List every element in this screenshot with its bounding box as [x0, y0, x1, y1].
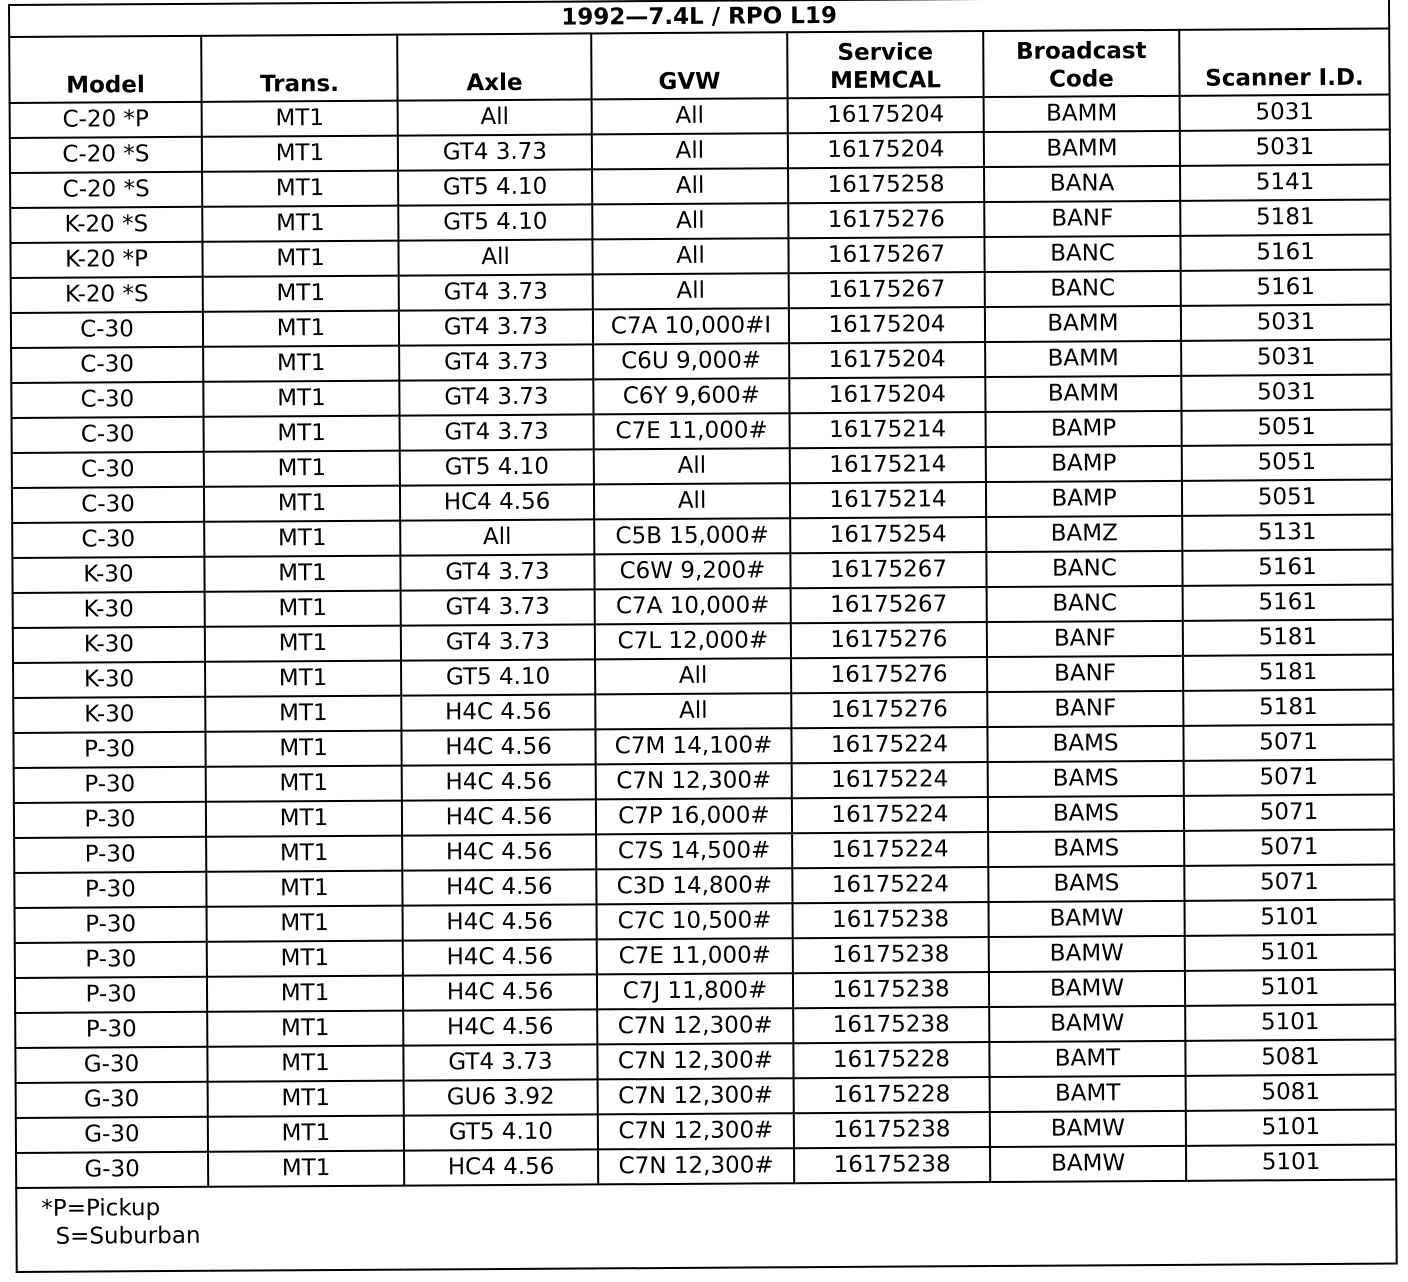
cell-gvw: All [593, 273, 789, 309]
cell-axle: GT4 3.73 [399, 309, 593, 345]
cell-trans: MT1 [208, 1081, 404, 1117]
cell-scanner-id: 5051 [1182, 410, 1392, 446]
cell-scanner-id: 5031 [1180, 95, 1390, 131]
cell-trans: MT1 [206, 766, 402, 802]
footnote-pickup: *P=Pickup [41, 1195, 161, 1222]
cell-memcal: 16175224 [792, 832, 988, 868]
cell-memcal: 16175276 [791, 692, 987, 728]
cell-memcal: 16175224 [791, 727, 987, 763]
cell-memcal: 16175238 [793, 902, 989, 938]
cell-axle: H4C 4.56 [402, 799, 596, 835]
header-row [9, 29, 1389, 103]
cell-scanner-id: 5101 [1185, 1005, 1395, 1041]
cell-model: G-30 [15, 1047, 207, 1083]
cell-trans: MT1 [204, 486, 400, 522]
cell-broadcast-code: BAMP [986, 481, 1182, 517]
cell-axle: All [398, 239, 592, 275]
cell-model: P-30 [14, 872, 206, 908]
cell-memcal: 16175214 [790, 482, 986, 518]
cell-memcal: 16175204 [788, 132, 984, 168]
cell-scanner-id: 5031 [1181, 375, 1391, 411]
cell-model: K-20 *P [10, 242, 202, 278]
cell-axle: H4C 4.56 [401, 729, 595, 765]
cell-model: C-20 *S [10, 137, 202, 173]
cell-gvw: C7N 12,300# [597, 1008, 793, 1044]
cell-model: C-30 [11, 312, 203, 348]
cell-axle: HC4 4.56 [400, 484, 594, 520]
cell-gvw: All [594, 448, 790, 484]
cell-scanner-id: 5101 [1185, 935, 1395, 971]
cell-broadcast-code: BAMM [985, 376, 1181, 412]
cell-broadcast-code: BAMW [990, 1146, 1186, 1182]
table-body [10, 95, 1397, 1188]
cell-gvw: C3D 14,800# [596, 868, 792, 904]
cell-memcal: 16175214 [790, 412, 986, 448]
cell-trans: MT1 [203, 276, 399, 312]
cell-gvw: C7C 10,500# [597, 903, 793, 939]
cell-memcal: 16175267 [791, 587, 987, 623]
cell-axle: H4C 4.56 [401, 694, 595, 730]
cell-axle: GT5 4.10 [400, 449, 594, 485]
cell-gvw: C7N 12,300# [598, 1078, 794, 1114]
header-broadcast-code: Broadcast Code [983, 30, 1179, 97]
cell-scanner-id: 5161 [1182, 550, 1392, 586]
cell-trans: MT1 [207, 1046, 403, 1082]
cell-gvw: All [594, 483, 790, 519]
cell-trans: MT1 [204, 451, 400, 487]
cell-memcal: 16175267 [789, 272, 985, 308]
cell-model: P-30 [14, 767, 206, 803]
cell-axle: GT4 3.73 [399, 344, 593, 380]
cell-axle: GT4 3.73 [403, 1044, 597, 1080]
cell-gvw: All [592, 133, 788, 169]
cell-axle: GT4 3.73 [400, 554, 594, 590]
cell-model: C-30 [12, 417, 204, 453]
cell-model: P-30 [14, 837, 206, 873]
cell-model: K-30 [13, 627, 205, 663]
table-title: 1992—7.4L / RPO L19 [9, 0, 1389, 37]
cell-model: P-30 [15, 942, 207, 978]
cell-trans: MT1 [205, 626, 401, 662]
cell-broadcast-code: BAMM [985, 306, 1181, 342]
cell-scanner-id: 5031 [1181, 305, 1391, 341]
cell-memcal: 16175204 [789, 342, 985, 378]
cell-axle: GT4 3.73 [400, 414, 594, 450]
cell-scanner-id: 5161 [1183, 585, 1393, 621]
cell-model: C-30 [12, 487, 204, 523]
cell-gvw: C6Y 9,600# [593, 378, 789, 414]
cell-scanner-id: 5031 [1181, 340, 1391, 376]
cell-gvw: C5B 15,000# [594, 518, 790, 554]
cell-model: P-30 [15, 907, 207, 943]
cell-memcal: 16175267 [790, 552, 986, 588]
cell-scanner-id: 5031 [1180, 130, 1390, 166]
cell-trans: MT1 [207, 906, 403, 942]
cell-scanner-id: 5101 [1186, 1110, 1396, 1146]
cell-broadcast-code: BAMS [988, 796, 1184, 832]
cell-axle: HC4 4.56 [404, 1149, 598, 1185]
cell-scanner-id: 5131 [1182, 515, 1392, 551]
cell-scanner-id: 5101 [1185, 970, 1395, 1006]
cell-trans: MT1 [205, 661, 401, 697]
cell-model: K-20 *S [10, 207, 202, 243]
cell-scanner-id: 5181 [1183, 655, 1393, 691]
cell-broadcast-code: BAMS [988, 866, 1184, 902]
calibration-table [8, 0, 1398, 1273]
cell-trans: MT1 [205, 731, 401, 767]
cell-gvw: All [592, 203, 788, 239]
cell-scanner-id: 5181 [1183, 620, 1393, 656]
cell-axle: H4C 4.56 [403, 1009, 597, 1045]
footnote-suburban: S=Suburban [55, 1222, 201, 1250]
cell-memcal: 16175276 [791, 622, 987, 658]
cell-axle: GT4 3.73 [401, 589, 595, 625]
cell-gvw: C7A 10,000# [595, 588, 791, 624]
cell-gvw: C7A 10,000#I [593, 308, 789, 344]
cell-memcal: 16175267 [788, 237, 984, 273]
cell-axle: H4C 4.56 [403, 904, 597, 940]
cell-trans: MT1 [205, 696, 401, 732]
cell-model: K-30 [13, 662, 205, 698]
cell-scanner-id: 5071 [1184, 865, 1394, 901]
cell-axle: GT5 4.10 [404, 1114, 598, 1150]
cell-model: C-30 [12, 522, 204, 558]
cell-broadcast-code: BAMP [986, 446, 1182, 482]
cell-trans: MT1 [207, 941, 403, 977]
cell-trans: MT1 [205, 591, 401, 627]
cell-broadcast-code: BANF [987, 691, 1183, 727]
cell-model: K-30 [13, 592, 205, 628]
cell-memcal: 16175238 [794, 1147, 990, 1183]
cell-broadcast-code: BAMW [989, 1006, 1185, 1042]
cell-broadcast-code: BANC [986, 551, 1182, 587]
cell-scanner-id: 5161 [1180, 235, 1390, 271]
header-axle: Axle [397, 33, 591, 100]
cell-trans: MT1 [206, 836, 402, 872]
cell-broadcast-code: BAMT [990, 1076, 1186, 1112]
cell-trans: MT1 [204, 521, 400, 557]
cell-broadcast-code: BANF [984, 201, 1180, 237]
cell-model: C-30 [11, 382, 203, 418]
cell-trans: MT1 [206, 871, 402, 907]
cell-axle: All [400, 519, 594, 555]
cell-axle: GT4 3.73 [398, 134, 592, 170]
cell-scanner-id: 5181 [1183, 690, 1393, 726]
cell-axle: GT4 3.73 [399, 274, 593, 310]
cell-scanner-id: 5081 [1185, 1040, 1395, 1076]
cell-axle: H4C 4.56 [402, 764, 596, 800]
cell-broadcast-code: BANC [985, 271, 1181, 307]
cell-memcal: 16175204 [788, 97, 984, 133]
cell-model: G-30 [16, 1152, 208, 1188]
cell-memcal: 16175204 [789, 377, 985, 413]
cell-trans: MT1 [206, 801, 402, 837]
cell-gvw: C7N 12,300# [596, 763, 792, 799]
cell-gvw: C7M 14,100# [595, 728, 791, 764]
cell-memcal: 16175238 [793, 937, 989, 973]
header-gvw: GVW [591, 32, 787, 99]
cell-memcal: 16175276 [788, 202, 984, 238]
cell-memcal: 16175204 [789, 307, 985, 343]
document-page [8, 0, 1396, 1276]
cell-memcal: 16175276 [791, 657, 987, 693]
cell-scanner-id: 5071 [1184, 795, 1394, 831]
cell-axle: All [398, 99, 592, 135]
cell-memcal: 16175214 [790, 447, 986, 483]
cell-memcal: 16175238 [793, 1007, 989, 1043]
cell-trans: MT1 [202, 206, 398, 242]
cell-broadcast-code: BAMW [989, 936, 1185, 972]
cell-gvw: All [592, 168, 788, 204]
cell-broadcast-code: BANA [984, 166, 1180, 202]
cell-scanner-id: 5181 [1180, 200, 1390, 236]
cell-gvw: C7N 12,300# [598, 1148, 794, 1184]
cell-scanner-id: 5101 [1186, 1145, 1396, 1181]
header-trans: Trans. [201, 35, 397, 102]
cell-axle: H4C 4.56 [402, 834, 596, 870]
cell-broadcast-code: BAMP [986, 411, 1182, 447]
cell-trans: MT1 [203, 346, 399, 382]
cell-trans: MT1 [208, 1151, 404, 1187]
cell-axle: GU6 3.92 [404, 1079, 598, 1115]
cell-axle: H4C 4.56 [403, 939, 597, 975]
header-scanner-id: Scanner I.D. [1179, 29, 1389, 96]
cell-model: P-30 [15, 1012, 207, 1048]
cell-scanner-id: 5071 [1183, 725, 1393, 761]
cell-gvw: C6W 9,200# [594, 553, 790, 589]
cell-broadcast-code: BAMM [984, 96, 1180, 132]
cell-gvw: All [595, 693, 791, 729]
cell-broadcast-code: BANF [987, 621, 1183, 657]
cell-broadcast-code: BAMW [989, 971, 1185, 1007]
cell-gvw: C7N 12,300# [598, 1113, 794, 1149]
cell-broadcast-code: BAMM [985, 341, 1181, 377]
cell-trans: MT1 [203, 311, 399, 347]
cell-gvw: C7L 12,000# [595, 623, 791, 659]
cell-model: K-30 [13, 697, 205, 733]
cell-trans: MT1 [207, 976, 403, 1012]
cell-scanner-id: 5071 [1184, 830, 1394, 866]
header-model: Model [9, 36, 201, 103]
footnote [16, 1180, 1397, 1272]
cell-axle: H4C 4.56 [403, 974, 597, 1010]
footnote-row [16, 1180, 1397, 1272]
cell-trans: MT1 [202, 171, 398, 207]
cell-broadcast-code: BAMW [990, 1111, 1186, 1147]
cell-trans: MT1 [204, 556, 400, 592]
cell-model: C-20 *P [10, 102, 202, 138]
cell-memcal: 16175258 [788, 167, 984, 203]
cell-memcal: 16175224 [792, 762, 988, 798]
cell-broadcast-code: BAMS [988, 831, 1184, 867]
cell-model: C-30 [12, 452, 204, 488]
cell-trans: MT1 [207, 1011, 403, 1047]
cell-memcal: 16175238 [794, 1112, 990, 1148]
cell-scanner-id: 5141 [1180, 165, 1390, 201]
cell-memcal: 16175238 [793, 972, 989, 1008]
cell-broadcast-code: BAMZ [986, 516, 1182, 552]
cell-gvw: C7J 11,800# [597, 973, 793, 1009]
cell-model: P-30 [13, 732, 205, 768]
cell-gvw: C7E 11,000# [594, 413, 790, 449]
cell-axle: H4C 4.56 [402, 869, 596, 905]
cell-broadcast-code: BAMT [989, 1041, 1185, 1077]
cell-model: K-30 [12, 557, 204, 593]
cell-trans: MT1 [202, 101, 398, 137]
cell-broadcast-code: BAMS [988, 761, 1184, 797]
cell-memcal: 16175224 [792, 867, 988, 903]
cell-gvw: C6U 9,000# [593, 343, 789, 379]
cell-trans: MT1 [208, 1116, 404, 1152]
cell-axle: GT5 4.10 [398, 169, 592, 205]
cell-trans: MT1 [202, 136, 398, 172]
cell-broadcast-code: BANF [987, 656, 1183, 692]
cell-gvw: All [592, 238, 788, 274]
cell-trans: MT1 [203, 381, 399, 417]
cell-gvw: All [595, 658, 791, 694]
cell-memcal: 16175228 [793, 1042, 989, 1078]
cell-gvw: C7N 12,300# [597, 1043, 793, 1079]
cell-scanner-id: 5101 [1185, 900, 1395, 936]
cell-gvw: C7P 16,000# [596, 798, 792, 834]
cell-gvw: C7E 11,000# [597, 938, 793, 974]
cell-model: K-20 *S [11, 277, 203, 313]
cell-memcal: 16175254 [790, 517, 986, 553]
cell-gvw: C7S 14,500# [596, 833, 792, 869]
cell-scanner-id: 5071 [1184, 760, 1394, 796]
cell-axle: GT5 4.10 [401, 659, 595, 695]
cell-model: C-20 *S [10, 172, 202, 208]
cell-axle: GT4 3.73 [401, 624, 595, 660]
cell-scanner-id: 5081 [1186, 1075, 1396, 1111]
cell-broadcast-code: BANC [987, 586, 1183, 622]
cell-trans: MT1 [202, 241, 398, 277]
cell-model: G-30 [16, 1082, 208, 1118]
cell-broadcast-code: BAMS [987, 726, 1183, 762]
cell-model: C-30 [11, 347, 203, 383]
cell-scanner-id: 5161 [1181, 270, 1391, 306]
cell-broadcast-code: BAMM [984, 131, 1180, 167]
cell-model: P-30 [15, 977, 207, 1013]
cell-broadcast-code: BANC [984, 236, 1180, 272]
cell-broadcast-code: BAMW [989, 901, 1185, 937]
cell-model: P-30 [14, 802, 206, 838]
cell-scanner-id: 5051 [1182, 480, 1392, 516]
cell-memcal: 16175228 [794, 1077, 990, 1113]
cell-gvw: All [592, 98, 788, 134]
cell-model: G-30 [16, 1117, 208, 1153]
cell-trans: MT1 [204, 416, 400, 452]
cell-axle: GT5 4.10 [398, 204, 592, 240]
cell-scanner-id: 5051 [1182, 445, 1392, 481]
cell-memcal: 16175224 [792, 797, 988, 833]
cell-axle: GT4 3.73 [399, 379, 593, 415]
header-memcal: Service MEMCAL [787, 31, 983, 98]
